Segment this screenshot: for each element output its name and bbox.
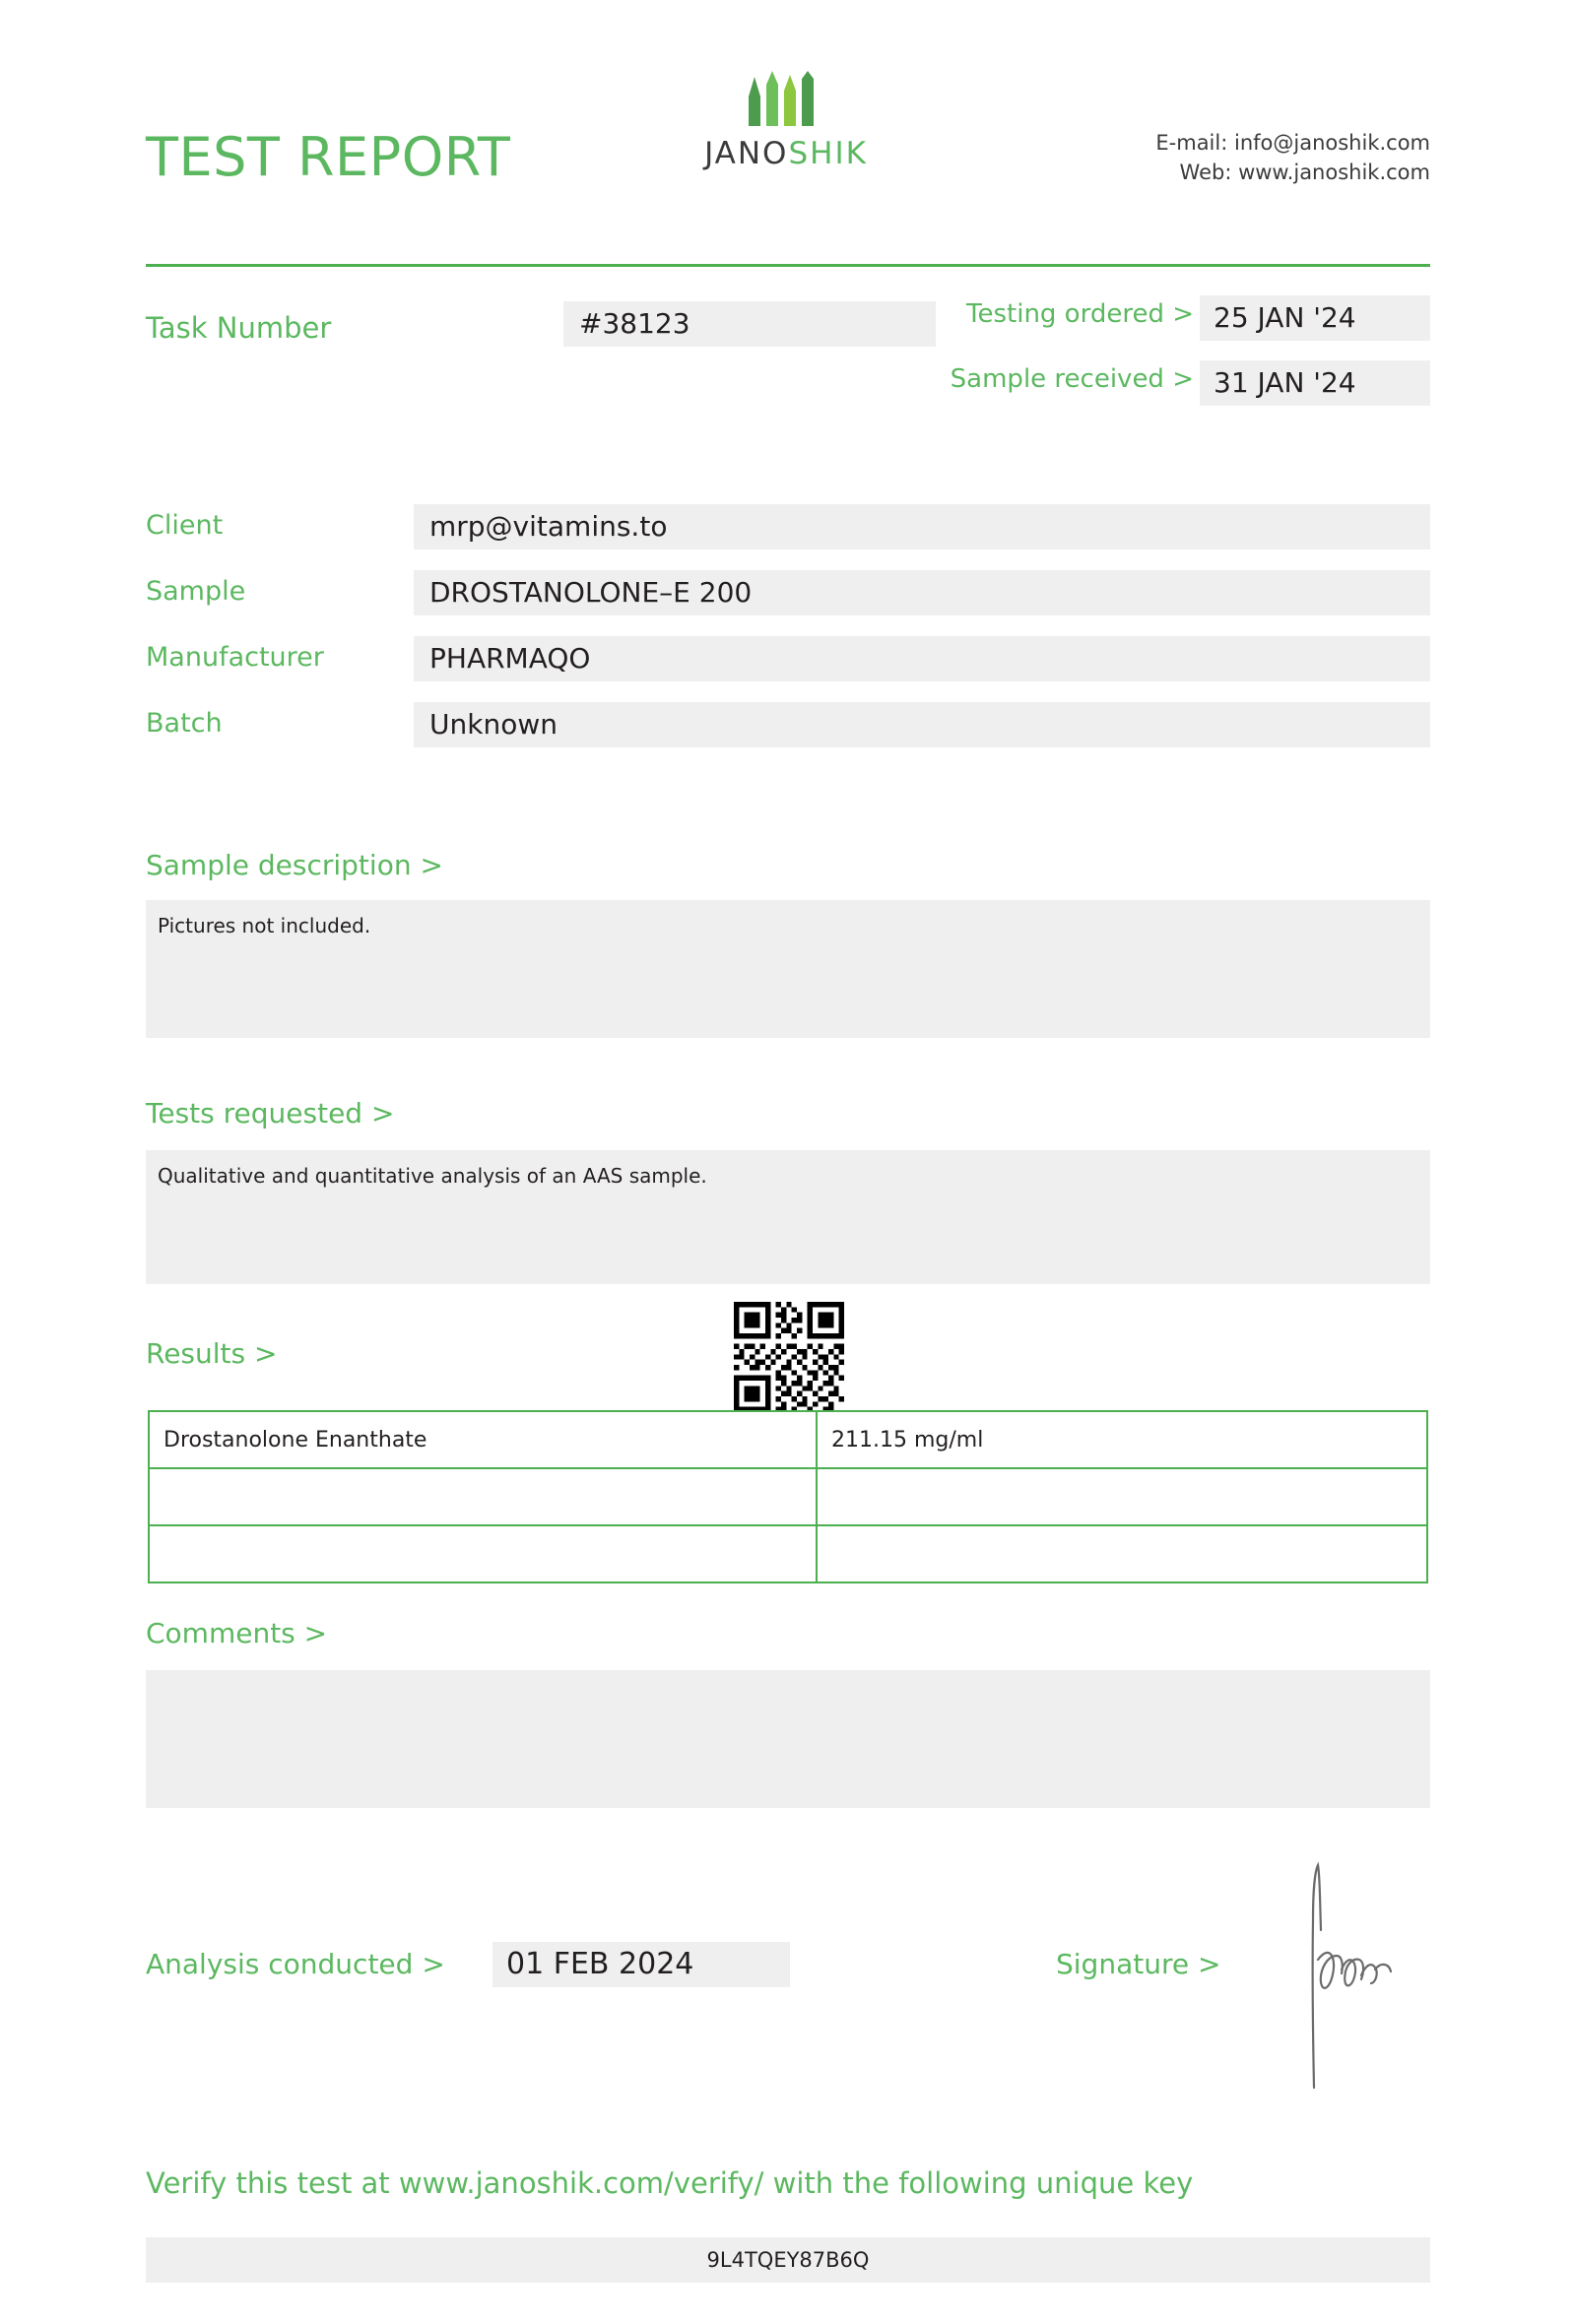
signature-mark xyxy=(1280,1861,1399,2098)
info-label-manufacturer: Manufacturer xyxy=(146,642,324,673)
info-row-client xyxy=(146,504,1430,555)
dates-block xyxy=(879,295,1430,425)
analysis-conducted-date: 01 FEB 2024 xyxy=(492,1942,790,1987)
table-row xyxy=(149,1468,1427,1525)
info-label-sample: Sample xyxy=(146,576,246,607)
testing-ordered-label: Testing ordered > xyxy=(966,299,1194,329)
logo-word-jano: JANO xyxy=(704,136,789,171)
tests-requested-text: Qualitative and quantitative analysis of an AAS sample. xyxy=(158,1164,707,1188)
tests-requested-heading: Tests requested > xyxy=(146,1097,395,1130)
report-header xyxy=(146,0,1430,197)
result-amount xyxy=(817,1525,1427,1582)
page-title: TEST REPORT xyxy=(146,126,511,188)
info-row-manufacturer xyxy=(146,636,1430,687)
results-heading: Results > xyxy=(146,1337,278,1370)
sample-received-value: 31 JAN '24 xyxy=(1200,360,1430,406)
logo-word-shik: SHIK xyxy=(788,136,868,171)
info-row-sample xyxy=(146,570,1430,621)
tests-requested-box xyxy=(146,1150,1430,1284)
info-value-sample: DROSTANOLONE–E 200 xyxy=(414,570,1430,615)
testing-ordered-row xyxy=(879,295,1430,341)
unique-key: 9L4TQEY87B6Q xyxy=(146,2237,1430,2283)
info-label-client: Client xyxy=(146,510,224,541)
result-compound: Drostanolone Enanthate xyxy=(149,1411,817,1468)
sample-received-row xyxy=(879,360,1430,406)
header-divider xyxy=(146,264,1430,267)
contact-web: Web: www.janoshik.com xyxy=(1179,161,1430,185)
result-amount: 211.15 mg/ml xyxy=(817,1411,1427,1468)
result-compound xyxy=(149,1525,817,1582)
task-number-value: #38123 xyxy=(563,301,936,347)
sample-received-label: Sample received > xyxy=(950,364,1194,394)
comments-heading: Comments > xyxy=(146,1617,328,1649)
table-row xyxy=(149,1411,1427,1468)
contact-block xyxy=(1155,128,1430,188)
info-row-batch xyxy=(146,702,1430,753)
comments-box xyxy=(146,1670,1430,1808)
sample-description-heading: Sample description > xyxy=(146,849,443,881)
results-table xyxy=(148,1410,1428,1583)
janoshik-logo xyxy=(678,71,894,171)
qr-code-icon xyxy=(734,1302,844,1412)
task-number-label: Task Number xyxy=(146,311,332,345)
analysis-conducted-label: Analysis conducted > xyxy=(146,1948,445,1980)
result-amount xyxy=(817,1468,1427,1525)
logo-wordmark xyxy=(678,136,894,171)
result-compound xyxy=(149,1468,817,1525)
verify-text: Verify this test at www.janoshik.com/verify/ with the following unique key xyxy=(146,2166,1194,2200)
task-row xyxy=(146,295,1430,414)
table-row xyxy=(149,1525,1427,1582)
testing-ordered-value: 25 JAN '24 xyxy=(1200,295,1430,341)
contact-email: E-mail: info@janoshik.com xyxy=(1155,131,1430,155)
signature-label: Signature > xyxy=(1056,1948,1221,1980)
logo-mark-icon xyxy=(727,71,845,130)
info-block xyxy=(146,504,1430,768)
sample-description-box xyxy=(146,900,1430,1038)
info-value-batch: Unknown xyxy=(414,702,1430,747)
info-value-manufacturer: PHARMAQO xyxy=(414,636,1430,681)
info-label-batch: Batch xyxy=(146,708,223,739)
info-value-client: mrp@vitamins.to xyxy=(414,504,1430,549)
sample-description-text: Pictures not included. xyxy=(158,914,371,937)
